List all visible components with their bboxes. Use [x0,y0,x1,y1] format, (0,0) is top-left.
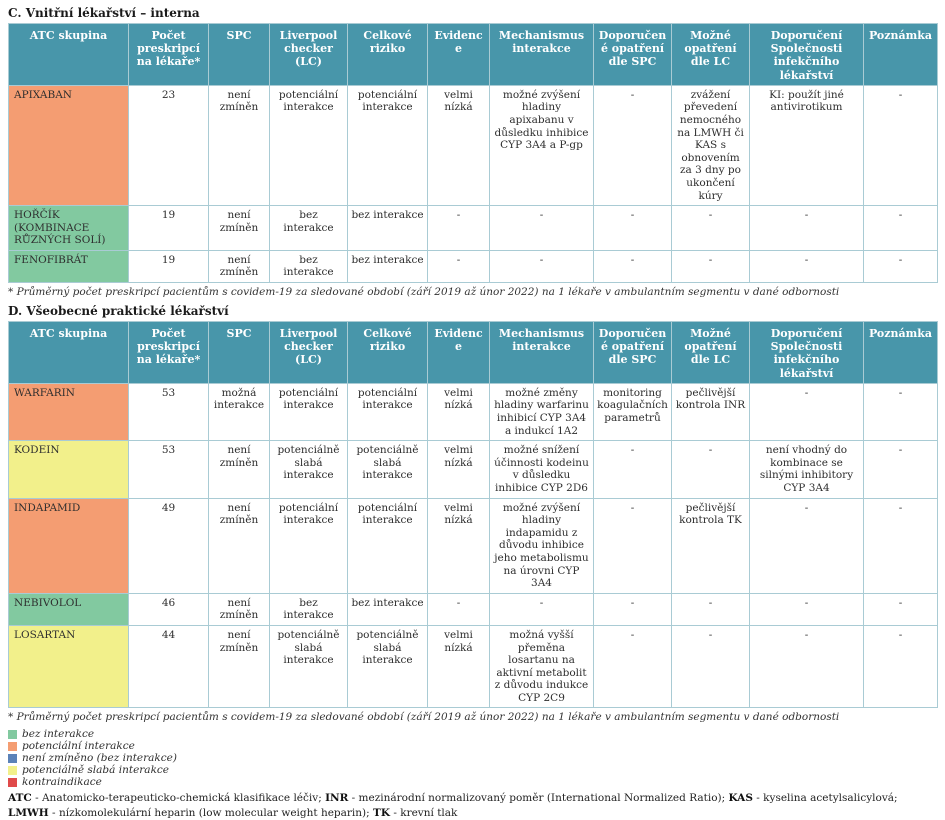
table-body [9,383,938,708]
table-cell: potenciálně slabá interakce [270,441,348,498]
column-header: Celkové riziko [348,24,428,86]
table-cell: - [750,250,864,282]
section-d-title: D. Všeobecné praktické lékařství [8,304,229,319]
legend-label: není zmíněno (bez interakce) [22,752,177,765]
column-header: Počet preskripcí na lékaře* [129,322,209,384]
legend-item [8,777,937,787]
column-header: Možné opatření dle LC [672,24,750,86]
table-cell: monitoring koagulačních parametrů [594,383,672,440]
column-header: ATC skupina [9,24,129,86]
table-cell: 23 [129,85,209,205]
table-cell: 44 [129,625,209,708]
table-cell: potenciální interakce [270,498,348,593]
column-header: Doporučení Společnosti infekčního lékařství [750,322,864,384]
table-cell: - [750,383,864,440]
table-cell: velmi nízká [428,498,490,593]
table-cell: možná interakce [209,383,270,440]
table-cell: 19 [129,206,209,251]
table-header [9,322,938,384]
table-cell: možná vyšší přeměna losartanu na aktivní metabolit z důvodu indukce CYP 2C9 [490,625,594,708]
column-header: SPC [209,24,270,86]
table-cell: pečlivější kontrola TK [672,498,750,593]
table-cell: - [428,250,490,282]
atc-group-cell: NEBIVOLOL [9,593,129,625]
table-cell: není zmíněn [209,441,270,498]
abbreviation-term: INR [325,792,349,805]
table-cell: - [864,383,938,440]
footnote-c: * Průměrný počet preskripcí pacientům s covidem-19 za sledované období (září 2019 až únor 2022) na 1 lékaře v ambulantním segmentu v dané odbornosti [8,286,840,299]
atc-group-cell: WARFARIN [9,383,129,440]
table-cell: není zmíněn [209,625,270,708]
header-row [9,322,938,384]
table-cell: - [594,85,672,205]
table-cell: - [750,498,864,593]
table-cell: - [672,593,750,625]
table-cell: - [490,593,594,625]
interactions-table-prakticke [8,321,938,708]
column-header: SPC [209,322,270,384]
column-header: Mechanismus interakce [490,322,594,384]
table-cell: - [864,593,938,625]
table-cell: - [594,206,672,251]
column-header: Možné opatření dle LC [672,322,750,384]
table-cell: - [750,206,864,251]
table-cell: - [594,441,672,498]
table-cell: - [864,625,938,708]
table-cell: zvážení převedení nemocného na LMWH či KAS s obnovením za 3 dny po ukončení kúry [672,85,750,205]
table-cell: možné snížení účinnosti kodeinu v důsledku inhibice CYP 2D6 [490,441,594,498]
section-c-title: C. Vnitřní lékařství – interna [8,6,200,20]
table-cell: - [672,625,750,708]
atc-group-cell: KODEIN [9,441,129,498]
table-cell: bez interakce [348,593,428,625]
table-cell: není zmíněn [209,85,270,205]
interactions-table-interna [8,23,938,283]
legend-swatch-icon [8,730,17,739]
column-header: Evidence [428,24,490,86]
column-header: Doporučení Společnosti infekčního lékařství [750,24,864,86]
table-cell: - [750,593,864,625]
table-cell: potenciálně slabá interakce [348,441,428,498]
table-cell: - [594,625,672,708]
atc-group-cell: INDAPAMID [9,498,129,593]
table-row [9,85,938,205]
table-cell: 46 [129,593,209,625]
table-cell: velmi nízká [428,625,490,708]
table-cell: potenciální interakce [270,85,348,205]
table-cell: - [594,498,672,593]
table-cell: bez interakce [270,206,348,251]
legend-item [8,753,937,763]
legend-item [8,741,937,751]
table-cell: 49 [129,498,209,593]
table-cell: bez interakce [270,593,348,625]
table-cell: - [864,498,938,593]
column-header: Liverpool checker (LC) [270,322,348,384]
table-cell: není zmíněn [209,250,270,282]
table-cell: - [672,441,750,498]
table-cell: 53 [129,383,209,440]
table-cell: - [864,85,938,205]
color-legend [8,729,937,787]
table-cell: pečlivější kontrola INR [672,383,750,440]
table-cell: možné zvýšení hladiny apixabanu v důsledku inhibice CYP 3A4 a P-gp [490,85,594,205]
table-cell: potenciálně slabá interakce [348,625,428,708]
table-row [9,625,938,708]
table-cell: potenciálně slabá interakce [270,625,348,708]
column-header: Počet preskripcí na lékaře* [129,24,209,86]
column-header: Poznámka [864,322,938,384]
table-cell: velmi nízká [428,441,490,498]
header-row [9,24,938,86]
legend-swatch-icon [8,754,17,763]
table-cell: není vhodný do kombinace se silnými inhibitory CYP 3A4 [750,441,864,498]
column-header: Celkové riziko [348,322,428,384]
table-cell: - [594,250,672,282]
table-cell: potenciální interakce [270,383,348,440]
table-cell: není zmíněn [209,206,270,251]
legend-swatch-icon [8,742,17,751]
abbreviations: ATC - Anatomicko-terapeuticko-chemická klasifikace léčiv; INR - mezinárodní normalizovaný poměr (International Normalized Ratio); KAS - kyselina acetylsalicylová; LMWH - nízkomolekulární heparin (low molecular weight heparin); TK - krevní tlak [8,792,898,819]
table-cell: KI: použít jiné antivirotikum [750,85,864,205]
table-cell: bez interakce [348,250,428,282]
column-header: Mechanismus interakce [490,24,594,86]
table-cell: - [864,250,938,282]
table-cell: - [750,625,864,708]
table-cell: velmi nízká [428,383,490,440]
table-cell: - [490,206,594,251]
table-cell: bez interakce [348,206,428,251]
legend-item [8,729,937,739]
column-header: Liverpool checker (LC) [270,24,348,86]
table-row [9,383,938,440]
column-header: Poznámka [864,24,938,86]
legend-item [8,765,937,775]
table-cell: není zmíněn [209,498,270,593]
table-cell: není zmíněn [209,593,270,625]
table-cell: možné změny hladiny warfarinu inhibicí CYP 3A4 a indukcí 1A2 [490,383,594,440]
legend-swatch-icon [8,778,17,787]
table-header [9,24,938,86]
column-header: ATC skupina [9,322,129,384]
footnote-d: * Průměrný počet preskripcí pacientům s covidem-19 za sledované období (září 2019 až únor 2022) na 1 lékaře v ambulantním segmentu v dané odbornosti [8,711,840,724]
table-cell: - [864,441,938,498]
atc-group-cell: HOŘČÍK (KOMBINACE RŮZNÝCH SOLÍ) [9,206,129,251]
column-header: Doporučené opatření dle SPC [594,24,672,86]
table-body [9,85,938,282]
table-row [9,206,938,251]
table-cell: - [864,206,938,251]
table-cell: potenciální interakce [348,85,428,205]
table-cell: - [594,593,672,625]
atc-group-cell: LOSARTAN [9,625,129,708]
legend-label: potenciálně slabá interakce [22,764,170,777]
table-cell: - [428,593,490,625]
table-cell: 19 [129,250,209,282]
column-header: Doporučené opatření dle SPC [594,322,672,384]
abbreviation-term: KAS [728,792,753,805]
section-prakticke-lekarstvi [8,304,937,723]
abbreviation-term: TK [373,806,390,819]
table-row [9,250,938,282]
legend-swatch-icon [8,766,17,775]
table-cell: - [672,250,750,282]
section-interna [8,6,937,298]
table-cell: - [490,250,594,282]
column-header: Evidence [428,322,490,384]
atc-group-cell: APIXABAN [9,85,129,205]
table-cell: - [672,206,750,251]
table-cell: 53 [129,441,209,498]
table-cell: velmi nízká [428,85,490,205]
table-row [9,498,938,593]
table-row [9,441,938,498]
table-cell: - [428,206,490,251]
abbreviation-term: LMWH [8,806,49,819]
table-cell: bez interakce [270,250,348,282]
legend-label: potenciální interakce [22,740,135,753]
legend-label: kontraindikace [22,776,102,789]
table-row [9,593,938,625]
table-cell: potenciální interakce [348,498,428,593]
table-cell: potenciální interakce [348,383,428,440]
table-cell: možné zvýšení hladiny indapamidu z důvodu inhibice jeho metabolismu na úrovni CYP 3A4 [490,498,594,593]
legend-label: bez interakce [22,728,95,741]
abbreviation-term: ATC [8,792,32,805]
atc-group-cell: FENOFIBRÁT [9,250,129,282]
